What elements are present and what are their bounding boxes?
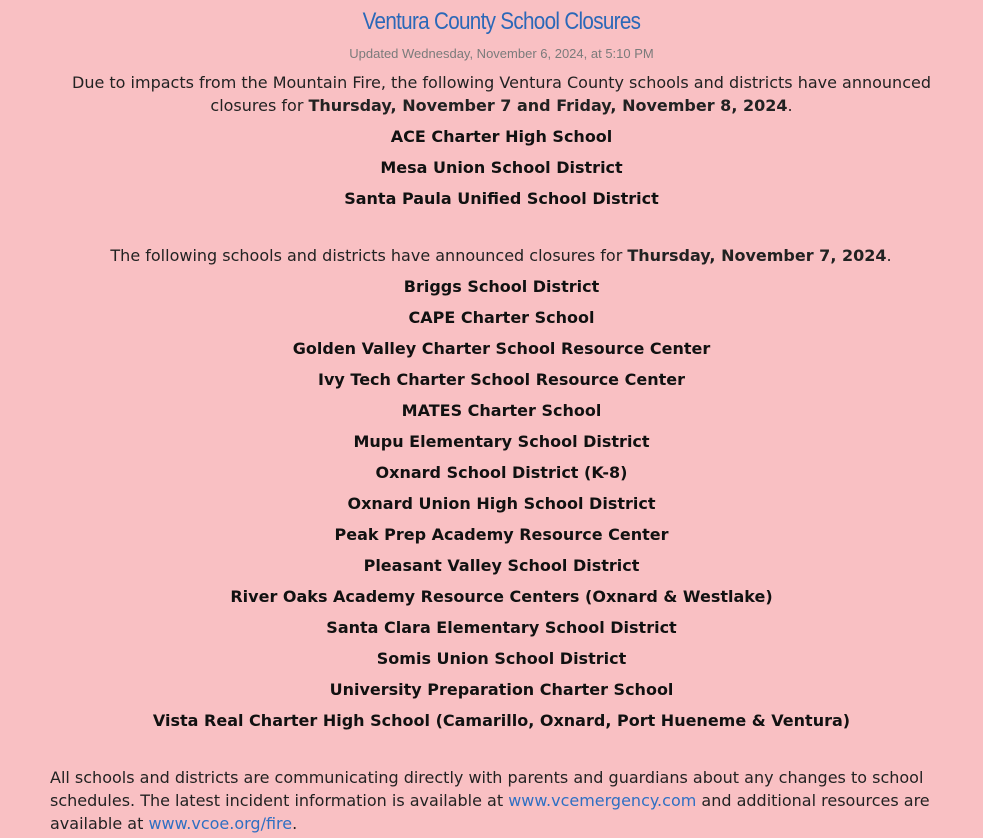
closure-item: Vista Real Charter High School (Camarillo, Oxnard, Port Hueneme & Ventura): [152, 711, 851, 730]
one-day-intro-lead: The following schools and districts have announced closures for: [110, 246, 628, 265]
one-day-closure-intro: [68, 244, 934, 267]
updated-timestamp: Updated Wednesday, November 6, 2024, at 5:10 PM: [349, 46, 654, 61]
page-title: Ventura County School Closures: [362, 8, 641, 35]
two-day-intro-lead: Due to impacts from the Mountain Fire, the following Ventura County schools and districts have announced closures for: [72, 73, 931, 115]
one-day-closure-list: [0, 271, 983, 736]
vcemergency-link[interactable]: www.vcemergency.com: [508, 791, 697, 810]
closure-item: Santa Clara Elementary School District: [326, 618, 677, 637]
closure-item: Peak Prep Academy Resource Center: [334, 525, 669, 544]
two-day-closure-intro: [65, 71, 938, 117]
closure-item: Mupu Elementary School District: [353, 432, 650, 451]
vcoe-fire-link[interactable]: www.vcoe.org/fire: [148, 814, 293, 833]
closure-item: River Oaks Academy Resource Centers (Oxnard & Westlake): [230, 587, 773, 606]
closure-item: Pleasant Valley School District: [363, 556, 640, 575]
closing-text-end: .: [292, 814, 298, 833]
closing-paragraph: [50, 766, 955, 835]
one-day-intro-end: .: [886, 246, 892, 265]
closure-item: CAPE Charter School: [408, 308, 595, 327]
closing-text-part-2: and additional resources are available at: [50, 791, 930, 833]
two-day-closure-dates: Thursday, November 7 and Friday, November 8, 2024: [308, 96, 788, 115]
closure-item: Golden Valley Charter School Resource Center: [292, 339, 711, 358]
closing-text-part-1: All schools and districts are communicating directly with parents and guardians about any changes to school schedules. The latest incident information is available at: [50, 768, 924, 810]
closure-item: Ivy Tech Charter School Resource Center: [318, 370, 685, 389]
one-day-closure-date: Thursday, November 7, 2024: [627, 246, 887, 265]
closure-item: Oxnard School District (K-8): [375, 463, 628, 482]
closure-item: ACE Charter High School: [390, 127, 613, 146]
closure-item: Oxnard Union High School District: [347, 494, 656, 513]
closure-item: University Preparation Charter School: [329, 680, 674, 699]
closure-item: Santa Paula Unified School District: [344, 189, 659, 208]
two-day-closure-list: [0, 121, 983, 214]
closure-item: Somis Union School District: [376, 649, 627, 668]
closure-item: Mesa Union School District: [380, 158, 623, 177]
closure-item: Briggs School District: [403, 277, 600, 296]
two-day-intro-end: .: [787, 96, 793, 115]
closure-item: MATES Charter School: [401, 401, 602, 420]
